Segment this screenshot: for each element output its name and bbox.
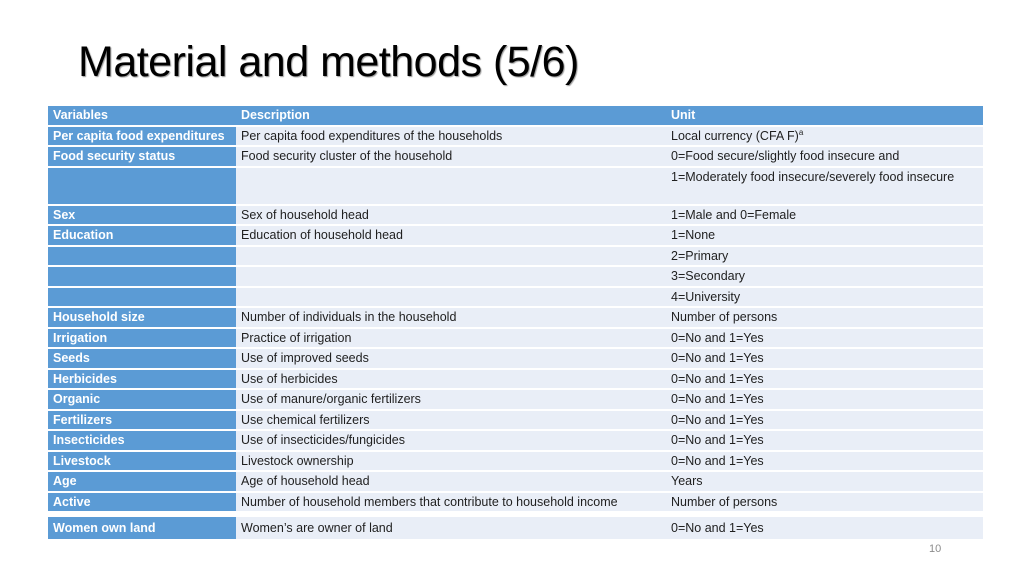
unit-cell: 0=No and 1=Yes <box>666 349 983 368</box>
variable-cell: Livestock <box>48 452 236 471</box>
table-row <box>48 147 983 166</box>
unit-cell: 1=Male and 0=Female <box>666 206 983 225</box>
unit-cell: 3=Secondary <box>666 267 983 286</box>
table-row <box>48 349 983 368</box>
unit-cell: 1=Moderately food insecure/severely food insecure <box>666 168 983 204</box>
unit-cell: 0=No and 1=Yes <box>666 452 983 471</box>
description-cell: Education of household head <box>236 226 666 245</box>
unit-cell: Years <box>666 472 983 491</box>
description-cell: Use of herbicides <box>236 370 666 389</box>
table-row <box>48 267 983 286</box>
table-row <box>48 308 983 327</box>
unit-cell: Number of persons <box>666 493 983 512</box>
variable-cell <box>48 247 236 266</box>
description-cell: Number of individuals in the household <box>236 308 666 327</box>
unit-cell: 0=No and 1=Yes <box>666 517 983 539</box>
description-cell: Practice of irrigation <box>236 329 666 348</box>
variable-cell: Per capita food expenditures <box>48 127 236 146</box>
slide-title: Material and methods (5/6) <box>78 38 579 86</box>
description-cell: Use chemical fertilizers <box>236 411 666 430</box>
unit-cell: 1=None <box>666 226 983 245</box>
variable-cell: Food security status <box>48 147 236 166</box>
table-header-row <box>48 106 983 125</box>
table-row <box>48 390 983 409</box>
description-cell: Livestock ownership <box>236 452 666 471</box>
unit-text: Local currency (CFA F) <box>671 128 799 143</box>
description-cell <box>236 288 666 307</box>
description-cell: Food security cluster of the household <box>236 147 666 166</box>
variable-cell: Education <box>48 226 236 245</box>
description-cell <box>236 247 666 266</box>
header-variables: Variables <box>48 106 236 125</box>
description-cell: Per capita food expenditures of the households <box>236 127 666 146</box>
table-row <box>48 452 983 471</box>
unit-cell: Number of persons <box>666 308 983 327</box>
table-row <box>48 226 983 245</box>
header-description: Description <box>236 106 666 125</box>
unit-cell: 0=Food secure/slightly food insecure and <box>666 147 983 166</box>
table-row <box>48 493 983 512</box>
unit-cell: 0=No and 1=Yes <box>666 329 983 348</box>
unit-cell: 2=Primary <box>666 247 983 266</box>
unit-cell <box>666 127 983 146</box>
variable-cell <box>48 168 236 204</box>
variable-cell: Irrigation <box>48 329 236 348</box>
table-row <box>48 431 983 450</box>
table-row <box>48 329 983 348</box>
description-cell: Women’s are owner of land <box>236 517 666 539</box>
description-cell: Sex of household head <box>236 206 666 225</box>
variable-cell: Insecticides <box>48 431 236 450</box>
description-cell: Use of manure/organic fertilizers <box>236 390 666 409</box>
table-row <box>48 288 983 307</box>
table-row <box>48 370 983 389</box>
description-cell: Age of household head <box>236 472 666 491</box>
table-row <box>48 517 983 539</box>
table-row <box>48 168 983 204</box>
page-number: 10 <box>929 543 942 555</box>
variable-cell <box>48 288 236 307</box>
variable-cell: Fertilizers <box>48 411 236 430</box>
variable-cell: Organic <box>48 390 236 409</box>
unit-cell: 0=No and 1=Yes <box>666 370 983 389</box>
description-cell: Use of improved seeds <box>236 349 666 368</box>
table-row <box>48 411 983 430</box>
variable-cell: Household size <box>48 308 236 327</box>
unit-cell: 0=No and 1=Yes <box>666 390 983 409</box>
variable-cell: Sex <box>48 206 236 225</box>
variable-cell: Women own land <box>48 517 236 539</box>
description-cell: Use of insecticides/fungicides <box>236 431 666 450</box>
description-cell: Number of household members that contribute to household income <box>236 493 666 512</box>
table-row <box>48 247 983 266</box>
unit-cell: 0=No and 1=Yes <box>666 431 983 450</box>
header-unit: Unit <box>666 106 983 125</box>
variable-cell: Age <box>48 472 236 491</box>
row-spacer <box>48 513 983 515</box>
variable-cell: Herbicides <box>48 370 236 389</box>
table-row <box>48 127 983 146</box>
table-row <box>48 206 983 225</box>
description-cell <box>236 267 666 286</box>
unit-cell: 4=University <box>666 288 983 307</box>
unit-cell: 0=No and 1=Yes <box>666 411 983 430</box>
variable-cell <box>48 267 236 286</box>
variable-cell: Active <box>48 493 236 512</box>
table-row <box>48 472 983 491</box>
variables-table <box>48 104 983 541</box>
variable-cell: Seeds <box>48 349 236 368</box>
description-cell <box>236 168 666 204</box>
unit-superscript: a <box>798 127 804 137</box>
